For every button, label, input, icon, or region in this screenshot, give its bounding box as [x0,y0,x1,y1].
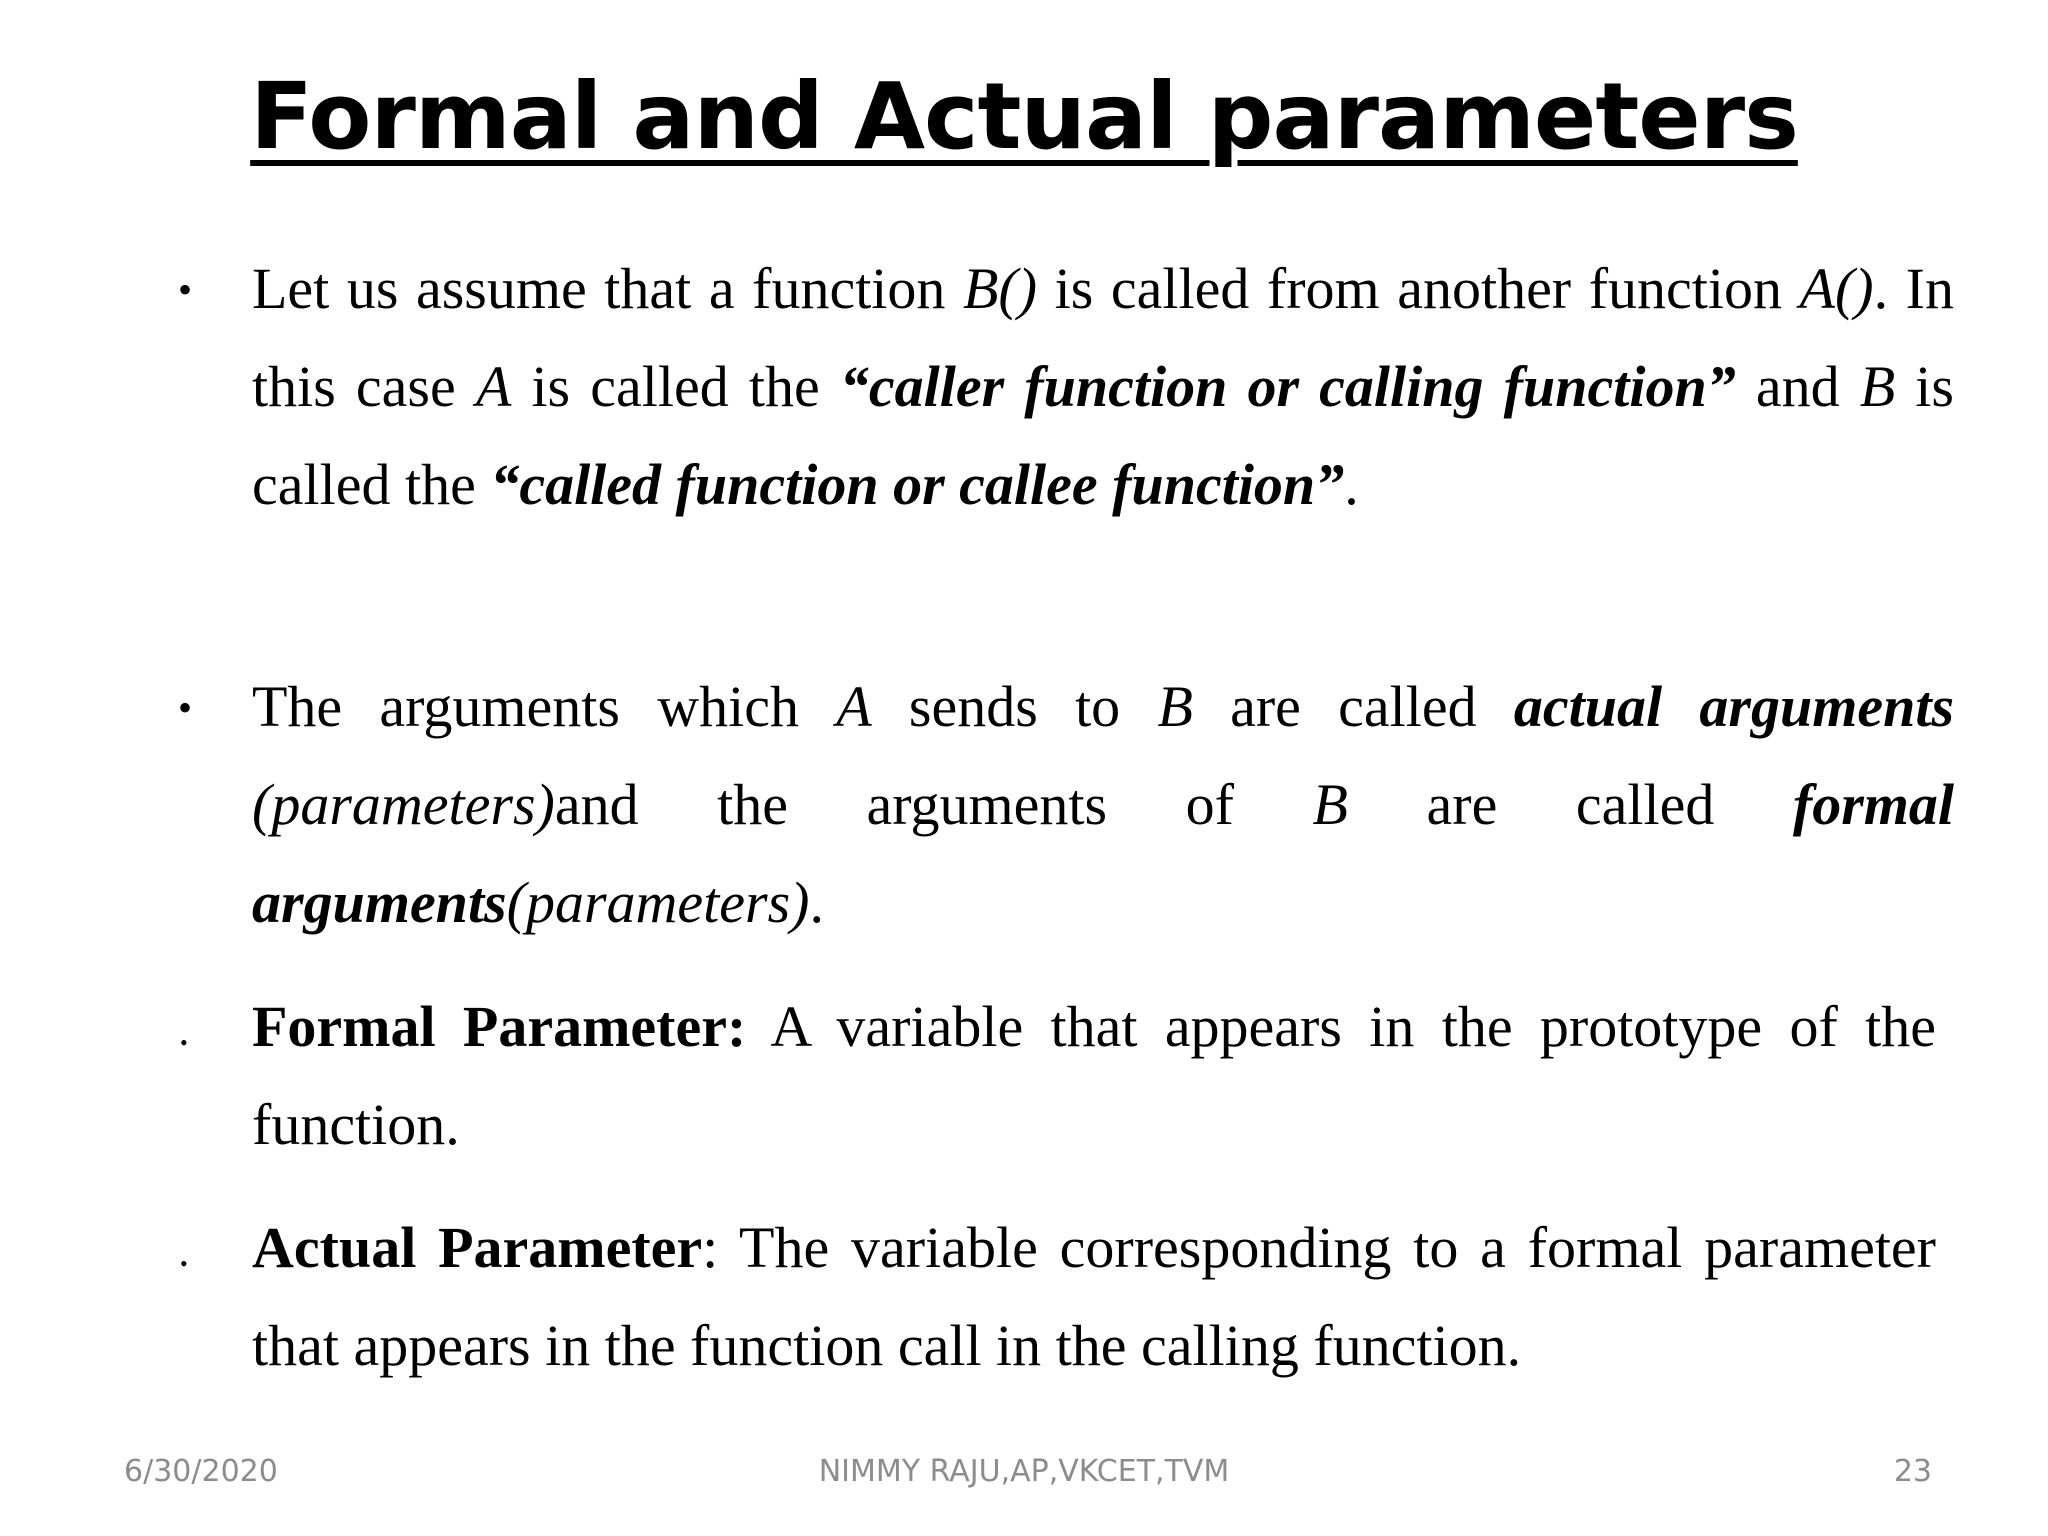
text-run: . [809,870,824,935]
text-run: . In this case [252,256,1954,419]
text-run: are called [1192,674,1514,739]
emphasis-run: actual arguments [1513,674,1955,739]
footer-date: 6/30/2020 [124,1454,278,1489]
text-run: : The variable corresponding to a formal parameter that appears in the function call in the calling function. [252,1215,1936,1378]
text-run: B [1859,354,1896,419]
text-run: is called the [252,354,1954,517]
text-run: is called the [511,354,840,419]
text-run: and [1735,354,1860,419]
text-run: . [1344,452,1359,517]
term-label: Actual Parameter [252,1215,703,1280]
text-run: and the arguments of [554,772,1313,837]
term-label: Formal Parameter: [252,994,747,1059]
text-run: A() [1799,256,1874,321]
emphasis-run: “called function or callee function” [490,452,1345,517]
text-run: A [475,354,512,419]
bullet-3-paragraph [252,978,1936,1174]
text-run: B [1312,772,1348,837]
emphasis-run: formal arguments [252,772,1955,935]
text-run: (parameters) [506,870,810,935]
text-run: A [836,674,872,739]
text-run: B() [963,256,1038,321]
bullet-icon: • [180,1030,188,1055]
bullet-icon: • [178,267,193,312]
emphasis-run: “caller function or calling function” [839,354,1736,419]
text-run: is called from another function [1037,256,1800,321]
text-run: B [1157,674,1193,739]
bullet-4-paragraph [252,1199,1936,1395]
text-run: are called [1347,772,1793,837]
bullet-1-paragraph [252,240,1954,534]
footer-author: NIMMY RAJU,AP,VKCET,TVM [818,1454,1230,1489]
text-run: (parameters) [252,772,555,837]
bullet-icon: • [178,685,193,730]
text-run: sends to [871,674,1158,739]
footer-page-number: 23 [1893,1454,1932,1489]
text-run: The arguments which [252,674,837,739]
slide-title: Formal and Actual parameters [250,63,1798,170]
bullet-icon: • [180,1251,188,1276]
text-run: A variable that appears in the prototype of the function. [252,994,1936,1157]
bullet-2-paragraph [252,658,1954,952]
text-run: Let us assume that a function [252,256,963,321]
